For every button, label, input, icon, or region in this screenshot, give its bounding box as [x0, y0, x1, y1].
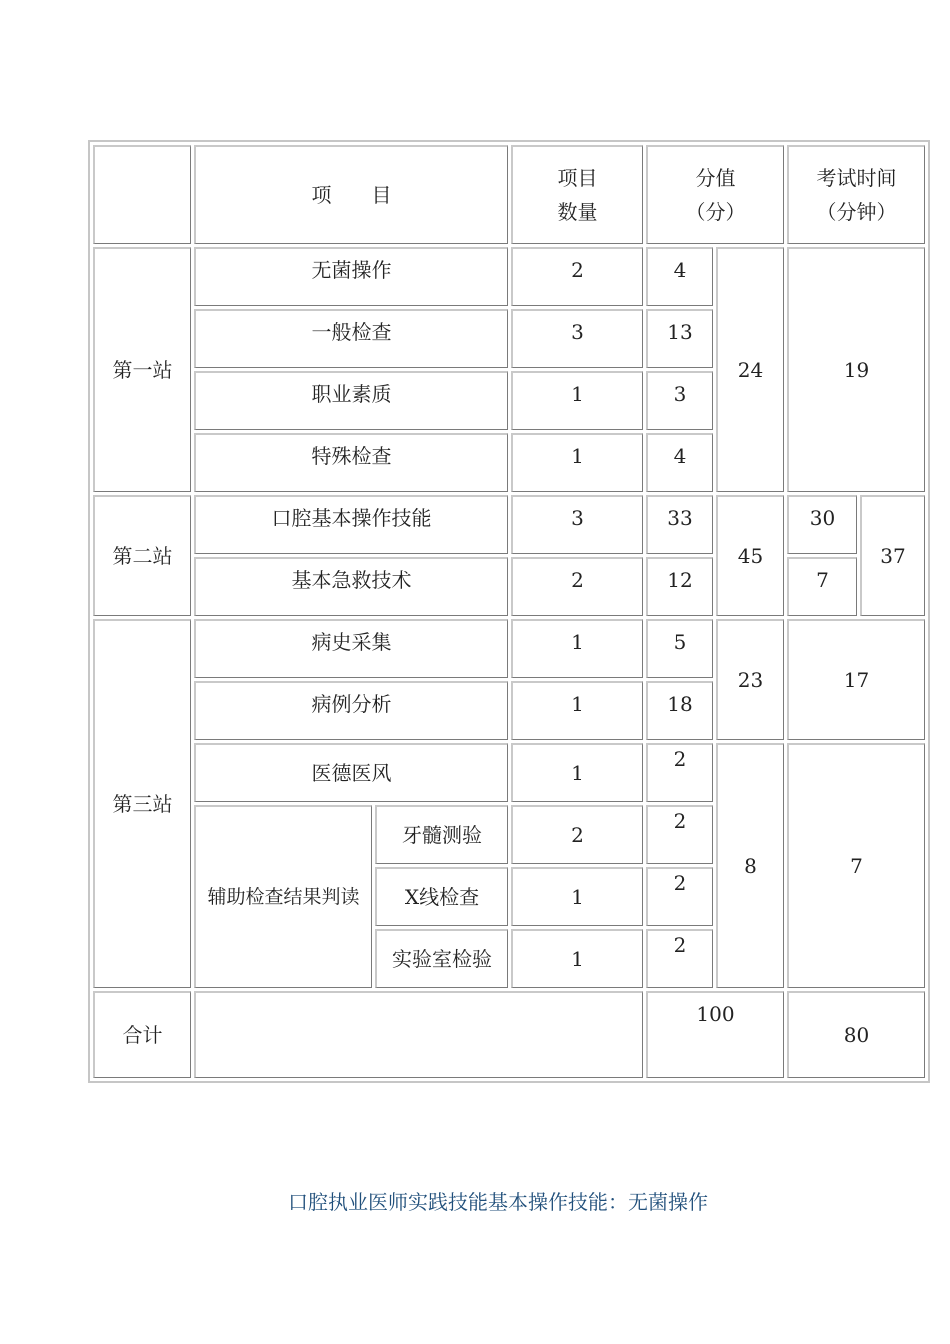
- item-count: 2: [511, 805, 643, 864]
- station-3b-score-total: 8: [716, 743, 784, 988]
- item-count: 1: [511, 929, 643, 988]
- item-score: 2: [646, 743, 713, 802]
- item-name: 一般检查: [194, 309, 508, 368]
- item-name: X线检查: [375, 867, 508, 926]
- item-name: 基本急救技术: [194, 557, 508, 616]
- station-3a-score-total: 23: [716, 619, 784, 740]
- total-empty-cell: [194, 991, 643, 1078]
- station-1-score-total: 24: [716, 247, 784, 492]
- table-row: [93, 619, 925, 678]
- item-score: 3: [646, 371, 713, 430]
- item-name: 牙髓测验: [375, 805, 508, 864]
- total-time: 80: [787, 991, 925, 1078]
- header-score: 分值 （分）: [646, 145, 784, 244]
- exam-schedule-table: [88, 140, 930, 1083]
- item-score: 33: [646, 495, 713, 554]
- item-count: 1: [511, 743, 643, 802]
- header-corner-cell: [93, 145, 191, 244]
- item-name: 无菌操作: [194, 247, 508, 306]
- station-2-time-total: 37: [860, 495, 925, 616]
- item-count: 2: [511, 247, 643, 306]
- item-score: 5: [646, 619, 713, 678]
- item-count: 1: [511, 867, 643, 926]
- header-row: [93, 145, 925, 244]
- item-count: 3: [511, 309, 643, 368]
- item-score: 12: [646, 557, 713, 616]
- station-3-label: 第三站: [93, 619, 191, 988]
- item-score: 2: [646, 929, 713, 988]
- item-name: 口腔基本操作技能: [194, 495, 508, 554]
- table-row: [93, 743, 925, 802]
- station-2-score-total: 45: [716, 495, 784, 616]
- total-row: [93, 991, 925, 1078]
- total-label: 合计: [93, 991, 191, 1078]
- item-score: 13: [646, 309, 713, 368]
- table-row: [93, 557, 925, 616]
- item-time: 30: [787, 495, 857, 554]
- item-name: 职业素质: [194, 371, 508, 430]
- item-score: 2: [646, 805, 713, 864]
- aux-group-label: 辅助检查结果判读: [194, 805, 372, 988]
- header-time: 考试时间 （分钟）: [787, 145, 925, 244]
- station-3a-time: 17: [787, 619, 925, 740]
- item-name: 特殊检查: [194, 433, 508, 492]
- item-name: 病例分析: [194, 681, 508, 740]
- item-name: 病史采集: [194, 619, 508, 678]
- item-name: 医德医风: [194, 743, 508, 802]
- header-count: 项目 数量: [511, 145, 643, 244]
- item-score: 4: [646, 247, 713, 306]
- station-2-label: 第二站: [93, 495, 191, 616]
- item-time: 7: [787, 557, 857, 616]
- item-count: 1: [511, 371, 643, 430]
- total-score: 100: [646, 991, 784, 1078]
- item-score: 4: [646, 433, 713, 492]
- table-row: [93, 247, 925, 306]
- item-count: 1: [511, 433, 643, 492]
- item-count: 3: [511, 495, 643, 554]
- table-row: [93, 495, 925, 554]
- item-score: 18: [646, 681, 713, 740]
- item-count: 1: [511, 681, 643, 740]
- station-1-label: 第一站: [93, 247, 191, 492]
- station-1-time: 19: [787, 247, 925, 492]
- item-name: 实验室检验: [375, 929, 508, 988]
- item-count: 1: [511, 619, 643, 678]
- station-3b-time: 7: [787, 743, 925, 988]
- section-caption: 口腔执业医师实践技能基本操作技能：无菌操作: [288, 1190, 708, 1214]
- item-count: 2: [511, 557, 643, 616]
- item-score: 2: [646, 867, 713, 926]
- header-item: 项 目: [194, 145, 508, 244]
